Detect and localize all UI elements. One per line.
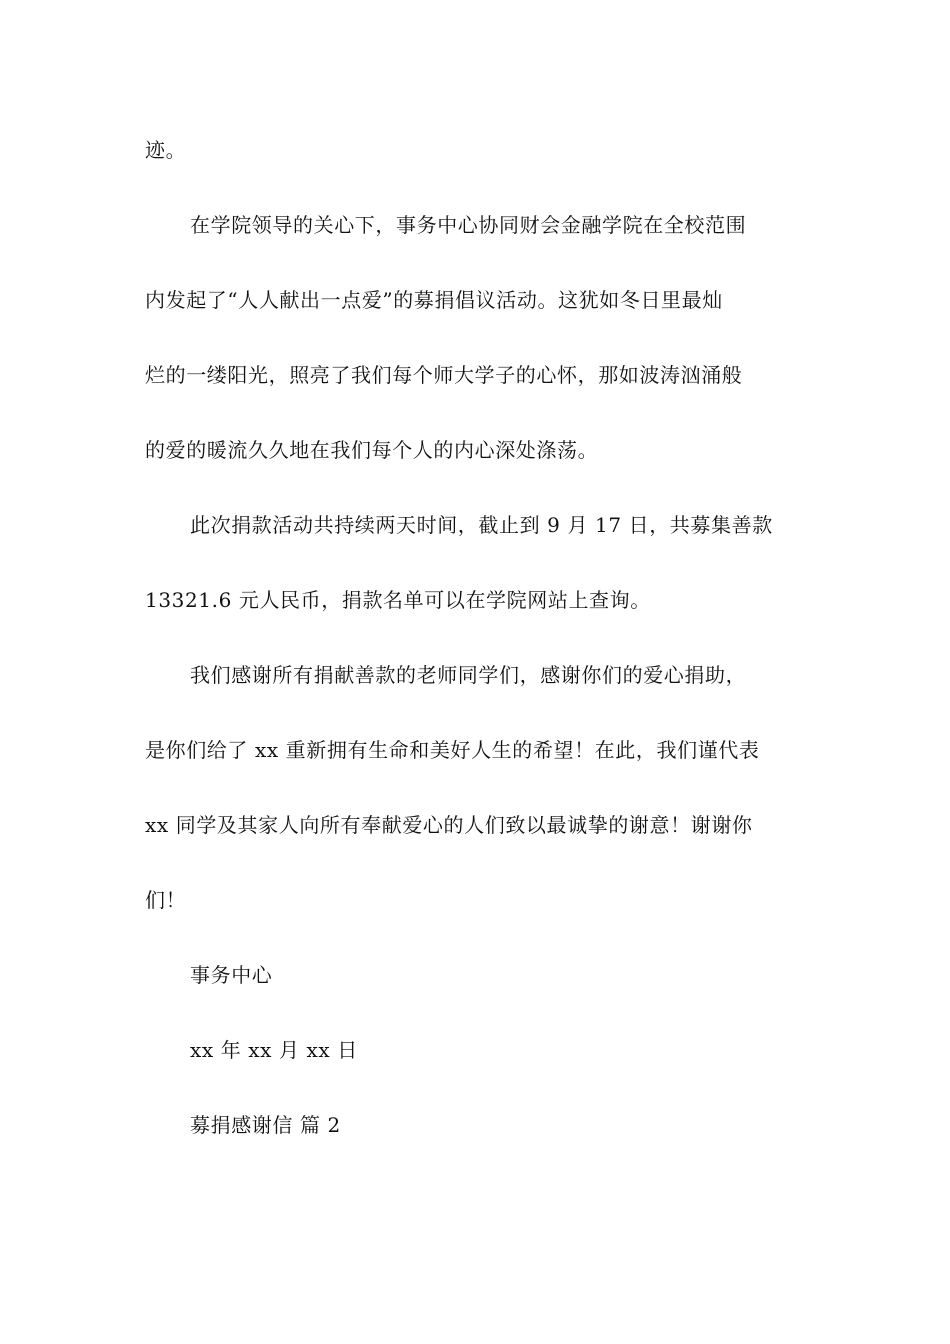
- paragraph-line: 烂的一缕阳光，照亮了我们每个师大学子的心怀，那如波涛汹涌般: [145, 363, 743, 387]
- section-heading: 募捐感谢信 篇 2: [190, 1113, 341, 1137]
- paragraph-line: 在学院领导的关心下，事务中心协同财会金融学院在全校范围: [190, 213, 747, 237]
- paragraph-line: 我们感谢所有捐献善款的老师同学们，感谢你们的爱心捐助，: [190, 663, 747, 687]
- paragraph-line: 迹。: [145, 138, 187, 162]
- date: xx 年 xx 月 xx 日: [190, 1038, 358, 1062]
- paragraph-line: 们！: [145, 888, 187, 912]
- signature: 事务中心: [190, 963, 273, 987]
- paragraph-line: 内发起了“人人献出一点爱”的募捐倡议活动。这犹如冬日里最灿: [145, 288, 723, 312]
- paragraph-line: 是你们给了 xx 重新拥有生命和美好人生的希望！在此，我们谨代表: [145, 738, 760, 762]
- paragraph-line: 的爱的暖流久久地在我们每个人的内心深处涤荡。: [145, 438, 599, 462]
- paragraph-line: 此次捐款活动共持续两天时间，截止到 9 月 17 日，共募集善款: [190, 513, 773, 537]
- paragraph-line: xx 同学及其家人向所有奉献爱心的人们致以最诚挚的谢意！谢谢你: [145, 813, 753, 837]
- paragraph-line: 13321.6 元人民币，捐款名单可以在学院网站上查询。: [145, 588, 651, 612]
